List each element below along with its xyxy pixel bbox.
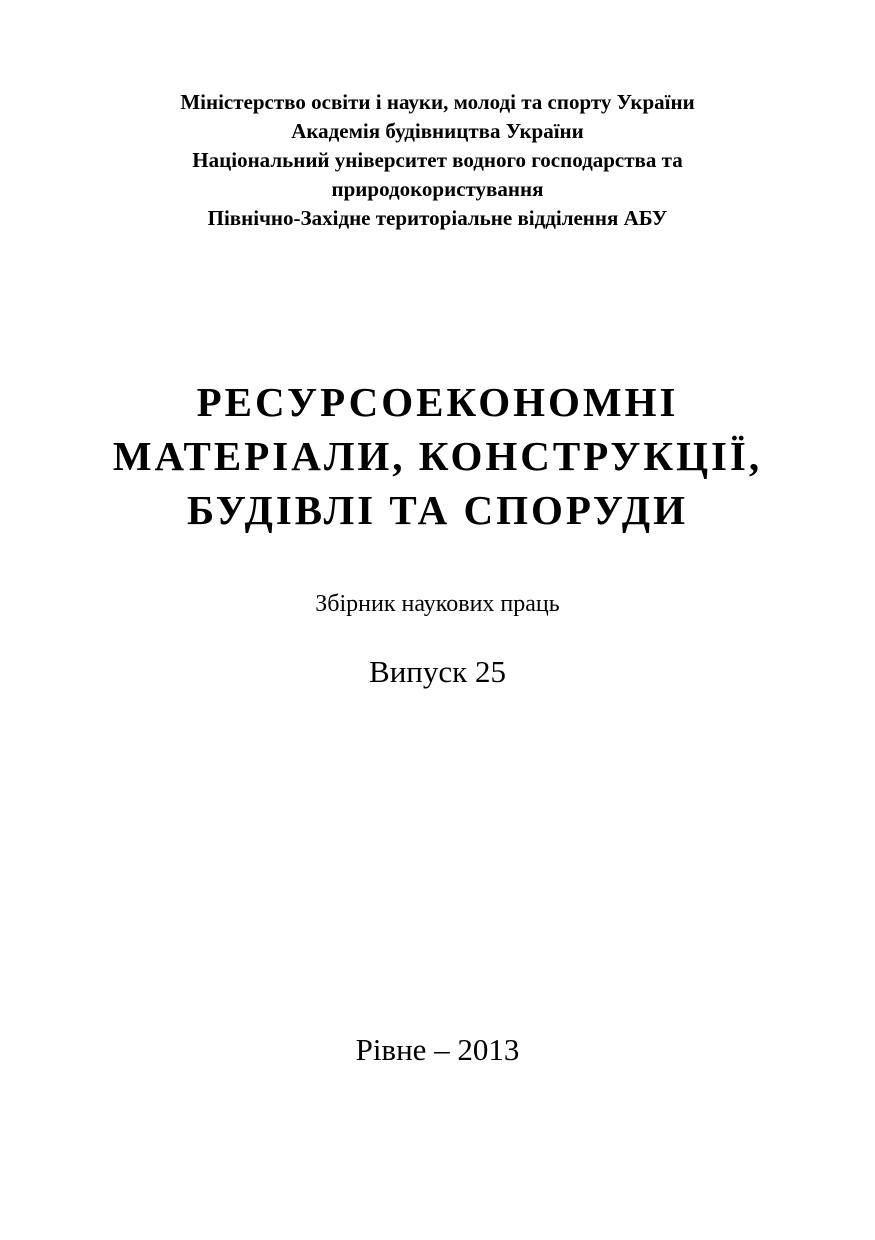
issue-number: Випуск 25 xyxy=(369,654,506,689)
book-title xyxy=(0,375,875,537)
book-title-line-1: РЕСУРСОЕКОНОМНІ xyxy=(196,379,679,425)
institutions-block xyxy=(0,88,875,233)
institution-ministry: Міністерство освіти і науки, молоді та спорту України xyxy=(180,90,695,114)
place-and-year: Рівне – 2013 xyxy=(355,1032,520,1067)
institution-academy: Академія будівництва України xyxy=(291,119,584,143)
book-title-line-2: МАТЕРІАЛИ, КОНСТРУКЦІЇ, xyxy=(112,433,763,479)
institution-university-line-2: природокористування xyxy=(331,177,544,201)
book-title-line-3: БУДІВЛІ ТА СПОРУДИ xyxy=(187,487,688,533)
institution-university-line-1: Національний університет водного господарства та xyxy=(192,148,683,172)
collection-subtitle: Збірник наукових праць xyxy=(315,591,560,617)
institution-branch: Північно-Західне територіальне відділення АБУ xyxy=(207,206,668,230)
